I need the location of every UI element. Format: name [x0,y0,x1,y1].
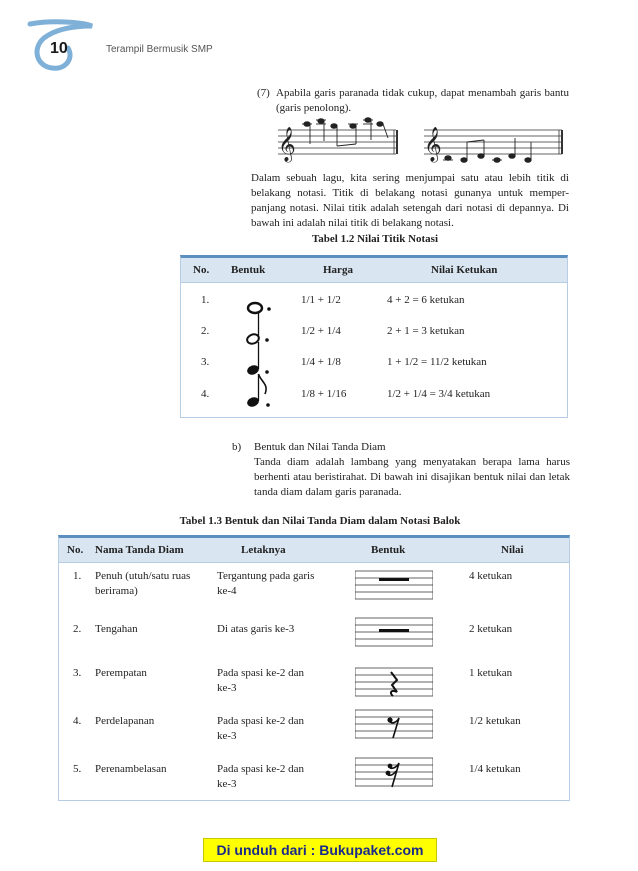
table-row: 5. Perenambelasan Pada spasi ke-2 dan ke-3 1/4 ketukan [59,762,569,802]
svg-text:𝄞: 𝄞 [278,127,296,162]
table-row: 3. 1/4 + 1/8 1 + 1/2 = 11/2 ketukan [181,354,567,384]
body-paragraph: Dalam sebuah lagu, kita sering menjumpai satu atau lebih titik di belakang notasi. Titik di belakang notasi gunanya untuk memper- panjang notasi. Nilai titik adalah setengah dari notasi di depannya. Di bawah ini adalah nilai titik di belakang notasi. [251,172,569,229]
download-source-banner[interactable]: Di unduh dari : Bukupaket.com [203,838,437,862]
section-title: Bentuk dan Nilai Tanda Diam [254,441,386,453]
table-header-row [59,538,569,563]
header-nilai-ketukan: Nilai Ketukan [431,264,498,276]
running-title: Terampil Bermusik SMP [106,44,213,55]
table-header-row [181,258,567,283]
dotted-eighth-note-icon [241,372,281,408]
whole-rest-icon [355,565,433,605]
header-harga: Harga [323,264,353,276]
svg-text:𝄞: 𝄞 [424,127,442,162]
ledger-lines-staff-illustration [278,116,563,164]
header-no: No. [193,264,210,276]
table-row: 1. 1/1 + 1/2 4 + 2 = 6 ketukan [181,292,567,322]
table-1-3 [58,535,570,801]
eighth-rest-icon [355,704,433,744]
table-row: 2. Tengahan Di atas garis ke-3 2 ketukan [59,622,569,662]
table-row: 3. Perempatan Pada spasi ke-2 dan ke-3 1 ketukan [59,666,569,711]
table-row: 1. Penuh (utuh/satu ruas berirama) Tergantung pada garis ke-4 4 ketukan [59,569,569,619]
table-1-2-caption: Tabel 1.2 Nilai Titik Notasi [311,233,439,245]
list-item-7 [257,86,569,116]
header-nama: Nama Tanda Diam [95,544,184,556]
header-bentuk: Bentuk [231,264,266,276]
list-number: (7) [257,87,270,99]
section-body: Tanda diam adalah lambang yang menyatakan berapa lama harus berhenti atau beristirahat. Di bawah ini disajikan bentuk nilai dan letak tanda diam dalam garis paranada. [254,456,570,498]
quarter-rest-icon [355,662,433,702]
dotted-quarter-note-icon [241,340,281,376]
page-number: 10 [50,40,68,57]
table-1-3-caption: Tabel 1.3 Bentuk dan Nilai Tanda Diam dalam Notasi Balok [179,515,461,527]
table-row: 2. 1/2 + 1/4 2 + 1 = 3 ketukan [181,323,567,353]
section-b [232,440,570,500]
list-text: Apabila garis paranada tidak cukup, dapat menambah garis bantu (garis penolong). [276,87,569,114]
half-rest-icon [355,612,433,652]
sixteenth-rest-icon [355,752,433,792]
header-letaknya: Letaknya [241,544,286,556]
header-no: No. [67,544,84,556]
section-label: b) [232,441,242,453]
table-1-2 [180,255,568,418]
header-nilai: Nilai [501,544,524,556]
table-row: 4. Perdelapanan Pada spasi ke-2 dan ke-3 1/2 ketukan [59,714,569,759]
table-row: 4. 1/8 + 1/16 1/2 + 1/4 = 3/4 ketukan [181,386,567,416]
header-bentuk: Bentuk [371,544,406,556]
